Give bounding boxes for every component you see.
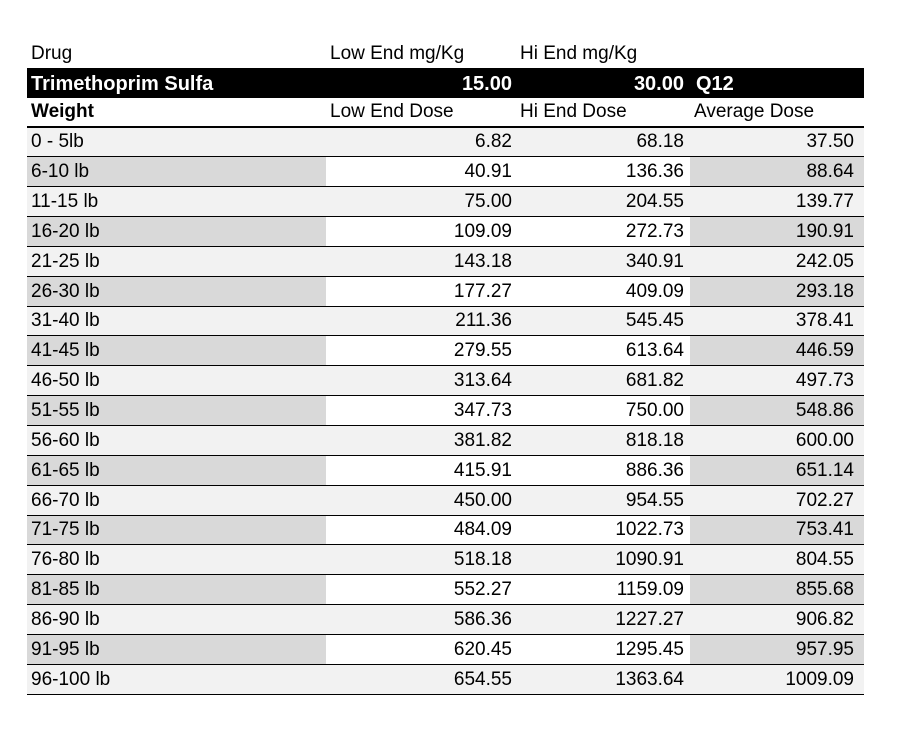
table-row [27, 187, 864, 217]
drug-name: Trimethoprim Sulfa [31, 72, 214, 95]
low-dose-cell: 654.55 [453, 668, 512, 690]
table-row [27, 396, 864, 426]
drug-hi-mgkg: 30.00 [633, 72, 684, 95]
table-row [27, 486, 864, 516]
table-row [27, 635, 864, 665]
weight-cell: 61-65 lb [27, 456, 326, 485]
weight-cell: 26-30 lb [27, 277, 326, 306]
weight-cell: 0 - 5lb [31, 131, 84, 153]
table-row [27, 516, 864, 546]
table-row [27, 665, 864, 695]
column-header-row [27, 98, 864, 128]
low-dose-cell: 450.00 [453, 489, 512, 511]
weight-cell: 21-25 lb [31, 250, 100, 272]
weight-cell: 31-40 lb [31, 310, 100, 332]
weight-column-header: Weight [31, 100, 94, 122]
hi-dose-cell: 136.36 [625, 161, 684, 183]
low-dose-cell: 40.91 [464, 161, 512, 183]
weight-cell: 81-85 lb [27, 575, 326, 604]
avg-dose-cell: 446.59 [690, 336, 864, 365]
drug-row [27, 68, 864, 98]
table-row [27, 366, 864, 396]
drug-header-row [27, 38, 864, 68]
table-row [27, 426, 864, 456]
avg-dose-cell: 378.41 [795, 310, 854, 332]
low-dose-column-header: Low End Dose [330, 100, 454, 122]
avg-dose-cell: 702.27 [795, 489, 854, 511]
weight-cell: 96-100 lb [31, 668, 111, 690]
avg-dose-cell: 88.64 [690, 157, 864, 186]
low-dose-cell: 143.18 [453, 250, 512, 272]
avg-dose-cell: 1009.09 [785, 668, 854, 690]
weight-cell: 86-90 lb [31, 608, 100, 630]
table-row [27, 545, 864, 575]
low-end-mgkg-label: Low End mg/Kg [330, 42, 465, 64]
avg-dose-column-header: Average Dose [694, 100, 815, 122]
hi-dose-cell: 68.18 [636, 131, 684, 153]
avg-dose-cell: 855.68 [690, 575, 864, 604]
low-dose-cell: 381.82 [453, 429, 512, 451]
low-dose-cell: 313.64 [453, 370, 512, 392]
hi-dose-cell: 681.82 [625, 370, 684, 392]
avg-dose-cell: 651.14 [690, 456, 864, 485]
avg-dose-cell: 242.05 [795, 250, 854, 272]
hi-dose-cell: 1022.73 [615, 519, 684, 541]
table-row [27, 336, 864, 366]
drug-low-mgkg: 15.00 [461, 72, 512, 95]
avg-dose-cell: 906.82 [795, 608, 854, 630]
hi-dose-cell: 750.00 [625, 399, 684, 421]
hi-dose-cell: 204.55 [625, 191, 684, 213]
weight-cell: 66-70 lb [31, 489, 100, 511]
hi-dose-cell: 1159.09 [616, 579, 684, 601]
low-dose-cell: 347.73 [453, 399, 512, 421]
low-dose-cell: 211.36 [455, 310, 512, 332]
low-dose-cell: 518.18 [453, 549, 512, 571]
avg-dose-cell: 497.73 [795, 370, 854, 392]
hi-dose-cell: 1295.45 [615, 638, 684, 660]
avg-dose-cell: 37.50 [806, 131, 854, 153]
hi-dose-cell: 409.09 [625, 280, 684, 302]
table-row [27, 575, 864, 605]
hi-dose-cell: 1363.64 [615, 668, 684, 690]
table-row [27, 247, 864, 277]
weight-cell: 56-60 lb [31, 429, 100, 451]
weight-cell: 6-10 lb [27, 157, 326, 186]
table-row [27, 128, 864, 158]
low-dose-cell: 109.09 [453, 220, 512, 242]
low-dose-cell: 279.55 [453, 340, 512, 362]
hi-dose-cell: 340.91 [625, 250, 684, 272]
drug-frequency: Q12 [696, 72, 734, 95]
low-dose-cell: 177.27 [453, 280, 512, 302]
low-dose-cell: 620.45 [453, 638, 512, 660]
avg-dose-cell: 600.00 [795, 429, 854, 451]
hi-dose-cell: 545.45 [625, 310, 684, 332]
avg-dose-cell: 293.18 [690, 277, 864, 306]
hi-end-mgkg-label: Hi End mg/Kg [520, 42, 638, 64]
weight-cell: 91-95 lb [27, 635, 326, 664]
table-row [27, 307, 864, 337]
weight-cell: 51-55 lb [27, 396, 326, 425]
avg-dose-cell: 804.55 [795, 549, 854, 571]
table-row [27, 277, 864, 307]
avg-dose-cell: 753.41 [690, 516, 864, 545]
table-row [27, 605, 864, 635]
avg-dose-cell: 548.86 [690, 396, 864, 425]
hi-dose-cell: 613.64 [625, 340, 684, 362]
weight-cell: 41-45 lb [27, 336, 326, 365]
weight-cell: 71-75 lb [27, 516, 326, 545]
empty-header-cell [690, 38, 864, 68]
low-dose-cell: 415.91 [453, 459, 512, 481]
data-rows [27, 128, 864, 695]
hi-dose-cell: 1090.91 [615, 549, 684, 571]
table-row [27, 456, 864, 486]
weight-cell: 16-20 lb [27, 217, 326, 246]
weight-cell: 11-15 lb [31, 191, 99, 213]
low-dose-cell: 75.00 [464, 191, 512, 213]
avg-dose-cell: 957.95 [690, 635, 864, 664]
hi-dose-cell: 886.36 [625, 459, 684, 481]
drug-label: Drug [31, 42, 73, 64]
weight-cell: 76-80 lb [31, 549, 100, 571]
hi-dose-cell: 1227.27 [615, 608, 684, 630]
low-dose-cell: 552.27 [453, 579, 512, 601]
hi-dose-column-header: Hi End Dose [520, 100, 627, 122]
low-dose-cell: 586.36 [453, 608, 512, 630]
table-row [27, 157, 864, 187]
weight-cell: 46-50 lb [31, 370, 100, 392]
hi-dose-cell: 818.18 [625, 429, 684, 451]
low-dose-cell: 6.82 [475, 131, 512, 153]
hi-dose-cell: 272.73 [625, 220, 684, 242]
hi-dose-cell: 954.55 [625, 489, 684, 511]
table-row [27, 217, 864, 247]
avg-dose-cell: 139.77 [795, 191, 854, 213]
low-dose-cell: 484.09 [453, 519, 512, 541]
dosage-table [27, 38, 864, 695]
avg-dose-cell: 190.91 [690, 217, 864, 246]
